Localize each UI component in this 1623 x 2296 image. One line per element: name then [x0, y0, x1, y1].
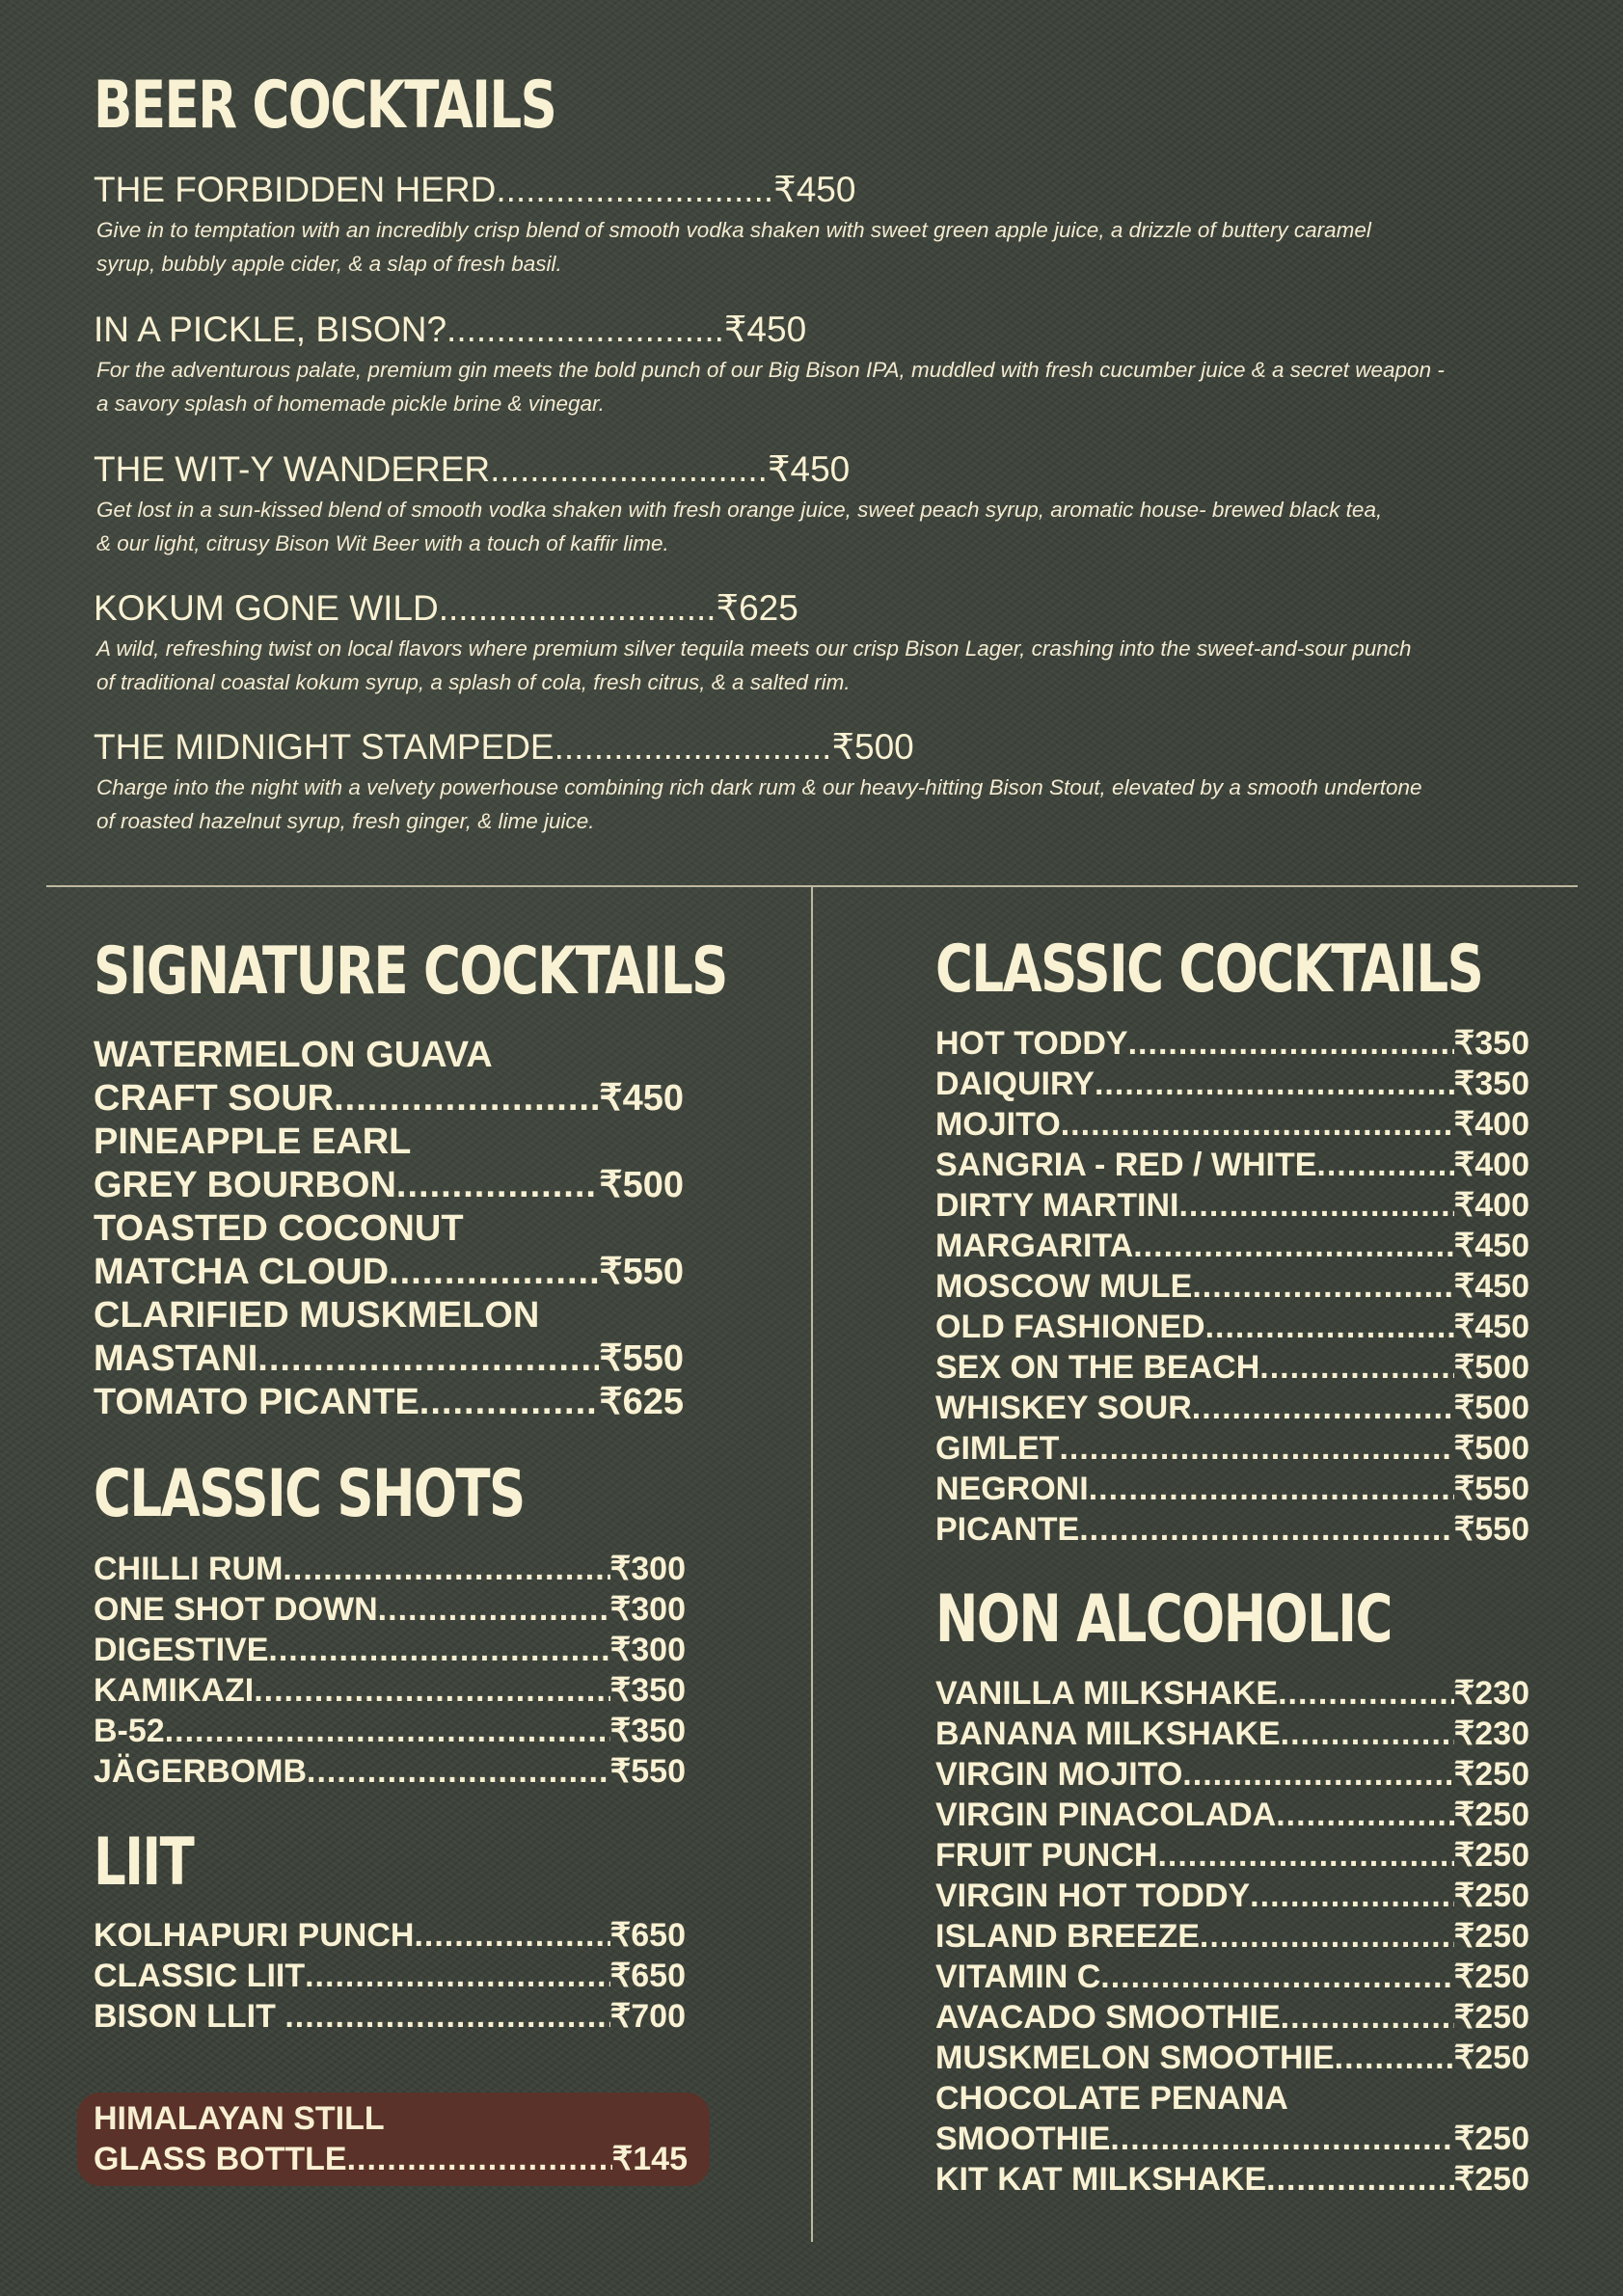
- classic-cocktail-item: MOSCOW MULE ..... ₹450: [935, 1266, 1529, 1307]
- shot-item: ONE SHOT DOWN ..... ₹300: [94, 1589, 686, 1630]
- item-name-price: MASTANI ..... ₹550: [94, 1337, 684, 1381]
- non-alcoholic-item: ISLAND BREEZE ..... ₹250: [935, 1916, 1529, 1957]
- non-alcoholic-item: VIRGIN PINACOLADA ..... ₹250: [935, 1795, 1529, 1835]
- item-name-line: TOASTED COCONUT: [94, 1208, 464, 1249]
- item-name-price: THE MIDNIGHT STAMPEDE............................₹500: [94, 727, 914, 767]
- non-alcoholic-item: VIRGIN HOT TODDY ..... ₹250: [935, 1876, 1529, 1916]
- item-name-line: PINEAPPLE EARL: [94, 1121, 412, 1162]
- non-alcoholic-item: KIT KAT MILKSHAKE ..... ₹250: [935, 2159, 1529, 2200]
- item-description: Get lost in a sun-kissed blend of smooth vodka shaken with fresh orange juice, sweet peach syrup, aromatic house- brewed black tea, & our light, citrusy Bison Wit Beer with a touch of kaffir lime.: [96, 498, 1383, 555]
- liit-heading: LIIT: [94, 1824, 194, 1901]
- liit-item: CLASSIC LIIT ..... ₹650: [94, 1956, 686, 1996]
- menu-item-wit-y-wanderer: [94, 448, 1559, 560]
- non-alcoholic-heading: NON ALCOHOLIC: [935, 1581, 1392, 1658]
- non-alcoholic-item: SMOOTHIE ..... ₹250: [935, 2119, 1529, 2159]
- item-name-price: CRAFT SOUR ..... ₹450: [94, 1077, 684, 1121]
- water-name-line: HIMALAYAN STILL: [94, 2100, 385, 2137]
- classic-cocktail-item: PICANTE ..... ₹550: [935, 1509, 1529, 1550]
- menu-item-watermelon-guava: [94, 1034, 684, 1121]
- non-alcoholic-item: FRUIT PUNCH ..... ₹250: [935, 1835, 1529, 1876]
- liit-item: BISON LLIT ..... ₹700: [94, 1996, 686, 2037]
- non-alcoholic-item: MUSKMELON SMOOTHIE ..... ₹250: [935, 2038, 1529, 2078]
- shot-item: B-52 ..... ₹350: [94, 1711, 686, 1751]
- item-name-price: THE FORBIDDEN HERD............................₹450: [94, 170, 856, 209]
- non-alcoholic-item-line: CHOCOLATE PENANA: [935, 2080, 1288, 2117]
- shot-item: CHILLI RUM ..... ₹300: [94, 1549, 686, 1589]
- menu-item-pineapple-earl: [94, 1121, 684, 1207]
- classic-cocktail-item: HOT TODDY ..... ₹350: [935, 1023, 1529, 1064]
- item-description: For the adventurous palate, premium gin meets the bold punch of our Big Bison IPA, muddled with fresh cucumber juice & a secret weapon - a savory splash of homemade pickle brine & vinegar.: [96, 358, 1445, 416]
- classic-cocktail-item: DIRTY MARTINI ..... ₹400: [935, 1185, 1529, 1226]
- non-alcoholic-item: VANILLA MILKSHAKE ..... ₹230: [935, 1673, 1529, 1714]
- non-alcoholic-item: AVACADO SMOOTHIE ..... ₹250: [935, 1997, 1529, 2038]
- liit-item: KOLHAPURI PUNCH ..... ₹650: [94, 1915, 686, 1956]
- shot-item: KAMIKAZI ..... ₹350: [94, 1670, 686, 1711]
- menu-item-forbidden-herd: [94, 169, 1559, 281]
- classic-cocktail-item: SANGRIA - RED / WHITE ..... ₹400: [935, 1145, 1529, 1185]
- item-name-line: WATERMELON GUAVA: [94, 1035, 493, 1075]
- shot-item: JÄGERBOMB ..... ₹550: [94, 1751, 686, 1792]
- non-alcoholic-item: VITAMIN C ..... ₹250: [935, 1957, 1529, 1997]
- water-highlight-box: [77, 2093, 710, 2186]
- non-alcoholic-item: VIRGIN MOJITO ..... ₹250: [935, 1754, 1529, 1795]
- signature-cocktails-heading: SIGNATURE COCKTAILS: [94, 933, 727, 1010]
- classic-cocktail-item: WHISKEY SOUR ..... ₹500: [935, 1388, 1529, 1428]
- item-name-price: IN A PICKLE, BISON?............................₹450: [94, 310, 807, 349]
- item-name-price: GREY BOURBON ..... ₹500: [94, 1164, 684, 1207]
- shot-item: DIGESTIVE ..... ₹300: [94, 1630, 686, 1670]
- classic-cocktail-item: DAIQUIRY ..... ₹350: [935, 1064, 1529, 1104]
- item-name-line: CLARIFIED MUSKMELON: [94, 1295, 540, 1336]
- menu-item-kokum-gone-wild: [94, 587, 1559, 699]
- item-description: A wild, refreshing twist on local flavors where premium silver tequila meets our crisp Bison Lager, crashing into the sweet-and-sour punch of traditional coastal kokum syrup, a splash of cola, fresh citrus, & a salted rim.: [96, 636, 1412, 694]
- menu-item-clarified-muskmelon: [94, 1294, 684, 1381]
- item-name-price: KOKUM GONE WILD............................₹625: [94, 588, 798, 628]
- menu-item-midnight-stampede: [94, 726, 1559, 838]
- classic-cocktail-item: GIMLET ..... ₹500: [935, 1428, 1529, 1469]
- water-name-price: GLASS BOTTLE ..... ₹145: [94, 2139, 688, 2179]
- classic-cocktails-heading: CLASSIC COCKTAILS: [935, 932, 1483, 1008]
- menu-item-in-a-pickle-bison: [94, 309, 1559, 420]
- beer-cocktails-heading: BEER COCKTAILS: [94, 68, 556, 144]
- classic-cocktail-item: SEX ON THE BEACH ..... ₹500: [935, 1347, 1529, 1388]
- classic-cocktail-item: MOJITO ..... ₹400: [935, 1104, 1529, 1145]
- classic-cocktail-item: MARGARITA ..... ₹450: [935, 1226, 1529, 1266]
- item-description: Give in to temptation with an incredibly crisp blend of smooth vodka shaken with sweet green apple juice, a drizzle of buttery caramel syrup, bubbly apple cider, & a slap of fresh basil.: [96, 218, 1371, 276]
- classic-cocktail-item: NEGRONI ..... ₹550: [935, 1469, 1529, 1509]
- vertical-divider: [811, 887, 813, 2242]
- item-description: Charge into the night with a velvety powerhouse combining rich dark rum & our heavy-hitting Bison Stout, elevated by a smooth undertone of roasted hazelnut syrup, fresh ginger, & lime juice.: [96, 775, 1422, 833]
- menu-item-toasted-coconut: [94, 1207, 684, 1294]
- non-alcoholic-item: BANANA MILKSHAKE ..... ₹230: [935, 1714, 1529, 1754]
- classic-shots-heading: CLASSIC SHOTS: [94, 1456, 525, 1532]
- item-name-price: THE WIT-Y WANDERER............................₹450: [94, 449, 851, 489]
- classic-cocktail-item: OLD FASHIONED ..... ₹450: [935, 1307, 1529, 1347]
- item-name-price: MATCHA CLOUD ..... ₹550: [94, 1251, 684, 1294]
- menu-item-tomato-picante: TOMATO PICANTE ..... ₹625: [94, 1381, 684, 1424]
